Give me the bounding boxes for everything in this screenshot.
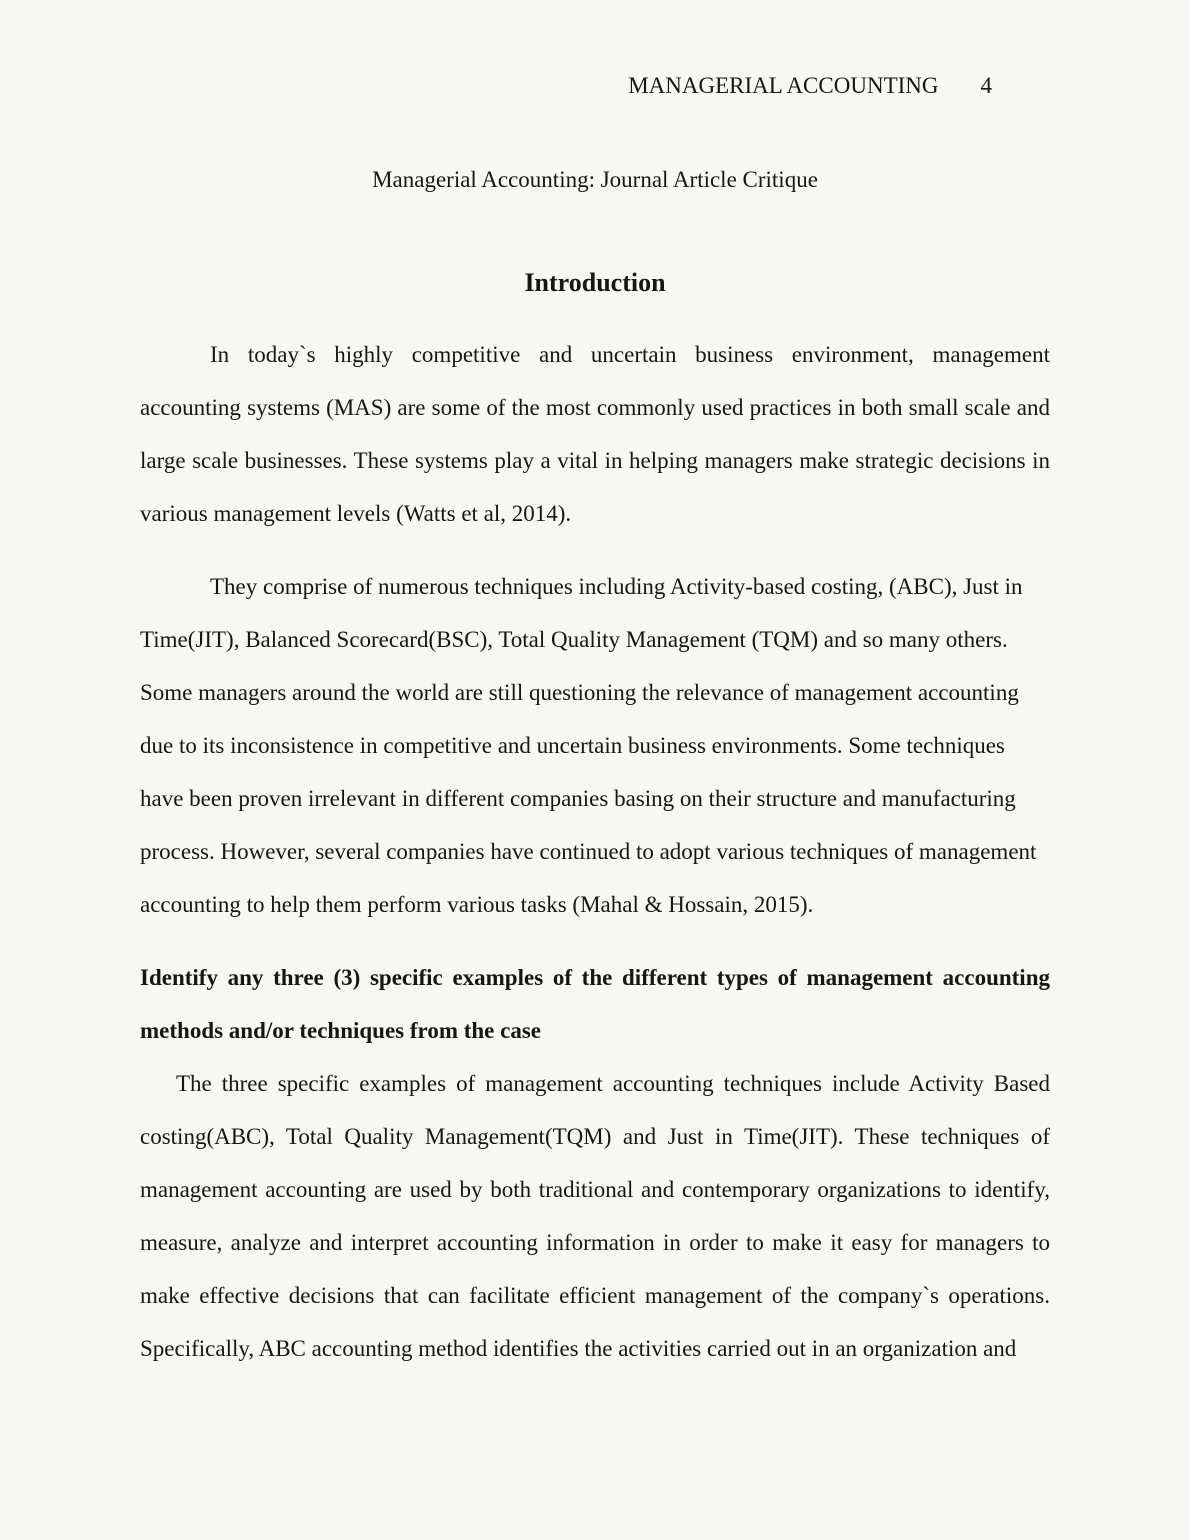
running-head: MANAGERIAL ACCOUNTING bbox=[628, 73, 939, 98]
paragraph-intro-2: They comprise of numerous techniques including Activity-based costing, (ABC), Just in Time(JIT), Balanced Scorecard(BSC), Total Quality Management (TQM) and so many others. Some managers around the world are still questioning the relevance of management accounting due to its inconsistence in competitive and uncertain business environments. Some techniques have been proven irrelevant in different companies basing on their structure and manufacturing process. However, several companies have continued to adopt various techniques of management accounting to help them perform various tasks (Mahal & Hossain, 2015). bbox=[140, 574, 1037, 917]
page-number: 4 bbox=[980, 73, 992, 98]
paragraph-techniques-1: The three specific examples of management accounting techniques include Activity Based costing(ABC), Total Quality Management(TQM) and Just in Time(JIT). These techniques of management accounting are used by both traditional and contemporary organizations to identify, measure, analyze and interpret accounting information in order to make it easy for managers to make effective decisions that can facilitate efficient management of the company`s operations. Specifically, ABC accounting method identifies the activities carried out in an organization and bbox=[140, 1071, 1050, 1361]
paragraph-intro-1: In today`s highly competitive and uncertain business environment, management accounting systems (MAS) are some of the most commonly used practices in both small scale and large scale businesses. These systems play a vital in helping managers make strategic decisions in various management levels (Watts et al, 2014). bbox=[140, 342, 1050, 526]
document-title: Managerial Accounting: Journal Article Critique bbox=[372, 167, 818, 192]
section-heading-identify-techniques: Identify any three (3) specific examples of the different types of management accounting methods and/or techniques from the case bbox=[140, 965, 1050, 1043]
page-header bbox=[140, 72, 992, 100]
introduction-heading: Introduction bbox=[524, 268, 666, 297]
